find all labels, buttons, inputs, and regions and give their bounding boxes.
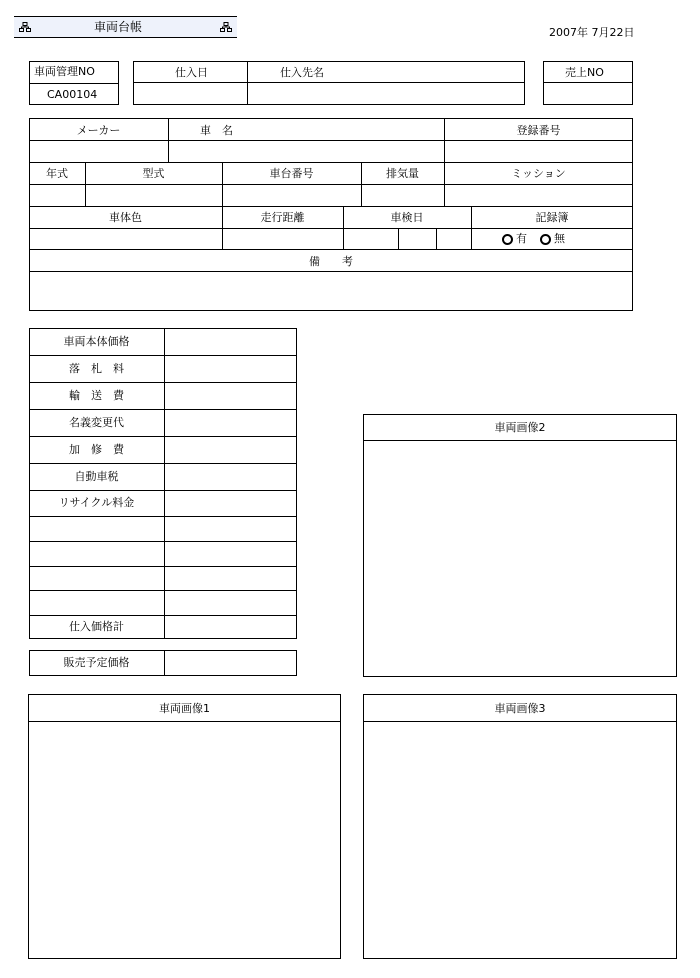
image1-label: 車両画像1 — [159, 702, 210, 715]
sales-label: 売上NO — [565, 66, 604, 79]
year-label: 年式 — [46, 167, 68, 180]
price-row-label: 名義変更代 — [69, 416, 124, 429]
price-row-label: 仕入価格計 — [69, 620, 124, 633]
price-row-divider — [29, 436, 297, 437]
price-row-label: リサイクル料金 — [58, 496, 135, 509]
page-title: 車両台帳 — [94, 20, 143, 34]
price-row-divider — [29, 566, 297, 567]
price-row-divider — [29, 590, 297, 591]
price-row-divider — [29, 463, 297, 464]
price-row-divider — [29, 409, 297, 410]
price-row-label: 車両本体価格 — [63, 335, 130, 348]
sale-price-label: 販売予定価格 — [63, 656, 130, 669]
inspection-label: 車検日 — [390, 211, 424, 224]
mileage-label: 走行距離 — [260, 211, 305, 224]
image2-label: 車両画像2 — [494, 421, 546, 434]
chassis-label: 車台番号 — [269, 167, 314, 180]
price-row-divider — [29, 490, 297, 491]
model-label: 型式 — [142, 167, 165, 180]
price-row-label: 加 修 費 — [69, 443, 124, 456]
radio-icon — [540, 234, 551, 245]
displacement-label: 排気量 — [386, 167, 419, 180]
record-no-option[interactable]: 無 — [540, 232, 565, 246]
record-label: 記録簿 — [535, 211, 569, 224]
price-row-label: 輸 送 費 — [69, 389, 124, 402]
date: 2007年 7月22日 — [549, 26, 635, 39]
title-bar — [14, 16, 237, 38]
reg-no-label: 登録番号 — [516, 124, 561, 137]
image1-box — [28, 694, 341, 959]
mgmt-label: 車両管理NO — [34, 65, 95, 78]
record-yes-option[interactable]: 有 — [502, 232, 527, 246]
image2-box — [363, 414, 677, 677]
price-row-divider — [29, 355, 297, 356]
price-row-label: 落 札 料 — [69, 362, 124, 375]
tree-icon — [19, 22, 31, 32]
transmission-label: ミッション — [511, 167, 566, 180]
color-label: 車体色 — [109, 211, 142, 224]
price-row-divider — [29, 382, 297, 383]
price-row-divider — [29, 541, 297, 542]
purchase-date-label: 仕入日 — [175, 66, 208, 79]
radio-icon — [502, 234, 513, 245]
supplier-label: 仕入先名 — [280, 66, 324, 79]
maker-label: メーカー — [76, 124, 121, 137]
price-row-label: 自動車税 — [74, 470, 119, 483]
mgmt-value: CA00104 — [47, 88, 98, 101]
notes-label: 備 考 — [309, 255, 353, 268]
image3-box — [363, 694, 677, 959]
price-row-divider — [29, 516, 297, 517]
price-row-divider — [29, 615, 297, 616]
car-name-label: 車 名 — [200, 124, 233, 137]
tree-icon — [220, 22, 232, 32]
image3-label: 車両画像3 — [494, 702, 546, 715]
